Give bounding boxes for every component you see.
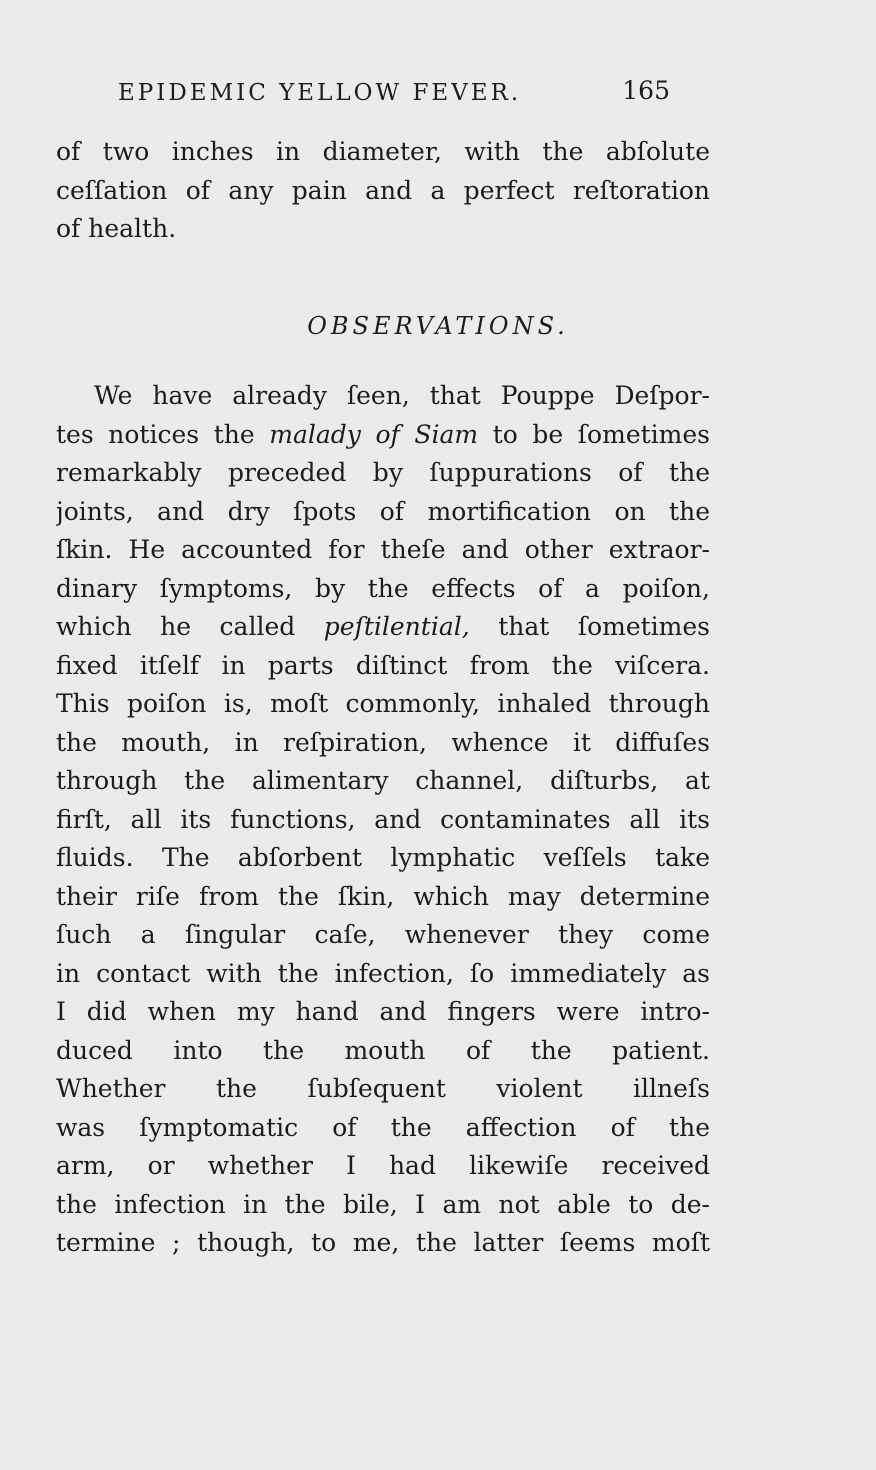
text-line: through the alimentary channel, diſturbs, at bbox=[56, 766, 710, 795]
text-line: joints, and dry ſpots of mortification on the bbox=[56, 496, 710, 526]
text-line: firſt, all its functions, and contaminates all its bbox=[56, 804, 710, 834]
text-line: We have already ſeen, that Pouppe Deſpor- bbox=[94, 381, 710, 410]
text-line: ſuch a ſingular caſe, whenever they come bbox=[56, 920, 710, 949]
text-line: was ſymptomatic of the affection of the bbox=[56, 1112, 710, 1142]
section-heading: OBSERVATIONS. bbox=[307, 312, 569, 340]
text-segment: which he called bbox=[56, 612, 324, 641]
text-line: the mouth, in reſpiration, whence it diffuſes bbox=[56, 727, 710, 757]
italic-term-pestilential: peſtilential, bbox=[323, 612, 470, 641]
text-line: arm, or whether I had likewiſe received bbox=[56, 1151, 710, 1180]
text-line: of two inches in diameter, with the abſolute bbox=[56, 137, 710, 166]
continued-paragraph bbox=[56, 133, 710, 249]
page-number: 165 bbox=[622, 76, 670, 105]
observations-paragraph bbox=[56, 377, 710, 1263]
text-line: termine ; though, to me, the latter ſeems moſt bbox=[56, 1228, 710, 1257]
text-line: duced into the mouth of the patient. bbox=[56, 1035, 710, 1065]
text-line: fluids. The abſorbent lymphatic veſſels take bbox=[56, 843, 710, 872]
text-segment: to be ſometimes bbox=[478, 419, 710, 449]
italic-term-malady-of-siam: malady of Siam bbox=[269, 419, 479, 449]
text-line: ceſſation of any pain and a perfect reſtoration bbox=[56, 175, 710, 205]
running-title: EPIDEMIC YELLOW FEVER. bbox=[118, 80, 522, 106]
text-line: of health. bbox=[56, 214, 177, 243]
text-line: ſkin. He accounted for theſe and other extraor- bbox=[56, 535, 710, 564]
text-line: dinary ſymptoms, by the effects of a poiſon, bbox=[56, 573, 710, 603]
text-segment: tes notices the bbox=[56, 419, 270, 449]
text-line: the infection in the bile, I am not able to de- bbox=[56, 1189, 710, 1219]
text-line: This poiſon is, moſt commonly, inhaled through bbox=[56, 689, 710, 718]
text-line: Whether the ſubſequent violent illneſs bbox=[56, 1074, 710, 1103]
running-head bbox=[118, 74, 678, 114]
text-line: their riſe from the ſkin, which may determine bbox=[56, 881, 710, 911]
text-segment: that ſometimes bbox=[469, 612, 710, 641]
text-line: remarkably preceded by ſuppurations of the bbox=[56, 458, 710, 487]
text-line: I did when my hand and fingers were intro- bbox=[56, 997, 710, 1026]
text-line bbox=[56, 416, 710, 455]
text-line: fixed itſelf in parts diſtinct from the viſcera. bbox=[56, 650, 710, 680]
text-line: in contact with the infection, ſo immediately as bbox=[56, 958, 710, 988]
text-line bbox=[56, 608, 710, 647]
